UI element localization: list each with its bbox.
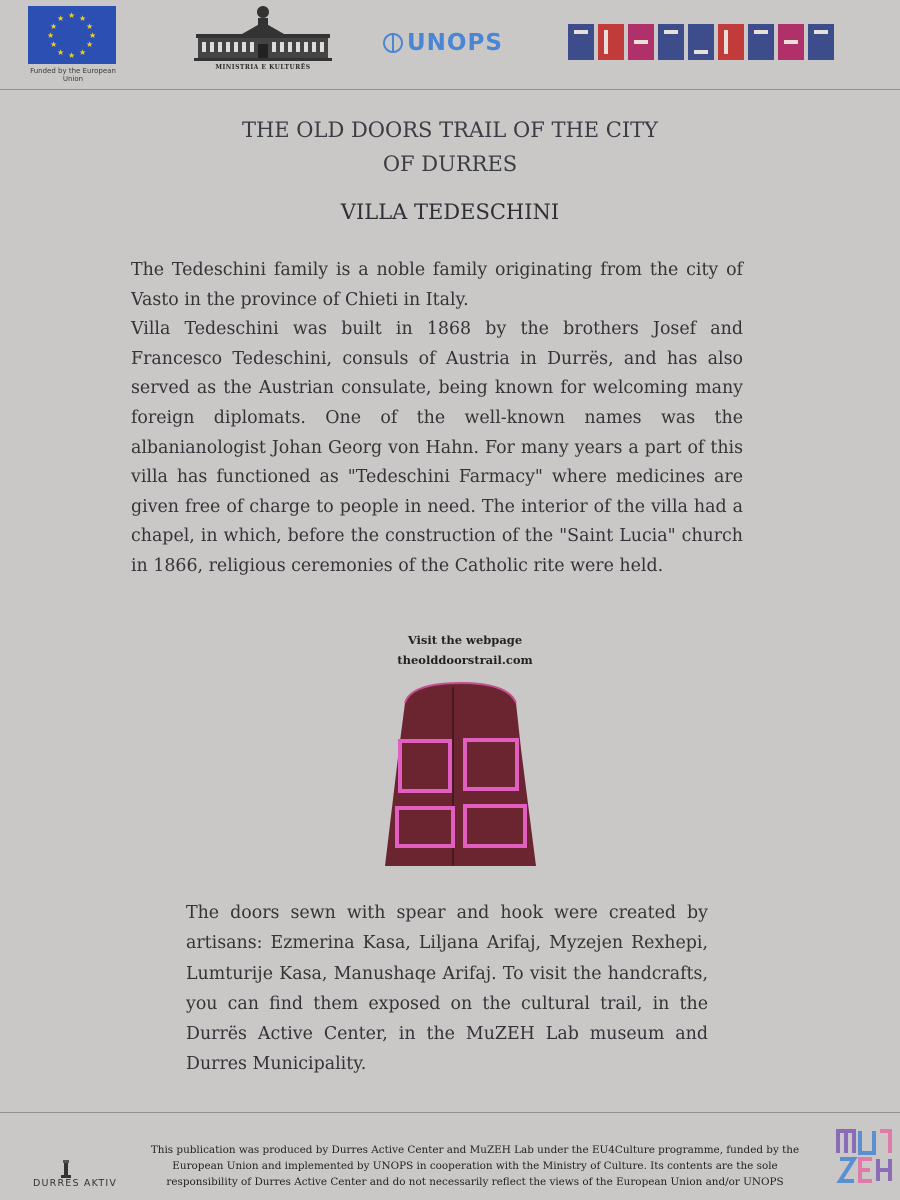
disclaimer-line-3: responsibility of Durres Active Center and do not necessarily reflect the views of the European Union and/or UNOPS	[166, 1176, 784, 1188]
un-globe-icon	[383, 33, 403, 53]
footer-divider	[0, 1112, 900, 1113]
logo-bar	[0, 0, 900, 92]
eu4culture-logo	[568, 20, 850, 66]
muzeh-wordmark	[836, 1125, 892, 1185]
disclaimer-line-1: This publication was produced by Durres Active Center and MuZEH Lab under the EU4Culture programme, funded by the	[150, 1144, 800, 1156]
ministry-building-icon	[192, 4, 334, 64]
page-title-line-1: THE OLD DOORS TRAIL OF THE CITY	[241, 118, 659, 142]
artisans-text: The doors sewn with spear and hook were created by artisans: Ezmerina Kasa, Liljana Arifaj, Myzejen Rexhepi, Lumturije Kasa, Manushaqe Arifaj. To visit the handcrafts, you can find them exposed on the cultural trail, in the Durrës Active Center, in the MuZEH Lab museum and Durres Municipality.	[186, 903, 708, 1075]
muzeh-logo	[836, 1125, 892, 1185]
disclaimer-line-2: European Union and implemented by UNOPS in cooperation with the Ministry of Culture. Its contents are the sole	[172, 1160, 778, 1172]
header-divider	[0, 89, 900, 90]
sewn-door-image	[383, 681, 538, 868]
unops-text: UNOPS	[407, 30, 503, 56]
durres-aktiv-logo	[33, 1160, 128, 1190]
eu-flag-icon: ★ ★ ★ ★ ★ ★ ★ ★ ★ ★ ★ ★	[28, 6, 116, 64]
lighthouse-icon	[57, 1160, 75, 1178]
webpage-info	[340, 630, 590, 670]
ministry-caption: MINISTRIA E KULTURËS	[215, 64, 311, 71]
history-text	[131, 256, 743, 582]
durres-aktiv-text: DURRES AKTIV	[33, 1178, 118, 1189]
visit-label: Visit the webpage	[407, 633, 523, 647]
unops-logo	[383, 30, 533, 60]
paragraph-villa: Villa Tedeschini was built in 1868 by the brothers Josef and Francesco Tedeschini, consuls of Austria in Durrës, and has also served as the Austrian consulate, being known for welcoming many foreign diplomats. One of the well-known names was the albanianologist Johan Georg von Hahn. For many years a part of this villa has functioned as "Tedeschini Farmacy" where medicines are given free of charge to people in need. The interior of the villa had a chapel, in which, before the construction of the "Saint Lucia" church in 1866, religious ceremonies of the Catholic rite were held.	[131, 319, 743, 576]
eu-logo	[28, 6, 118, 86]
eu4culture-wordmark	[568, 20, 850, 66]
page-subtitle: VILLA TEDESCHINI	[340, 200, 560, 224]
page-title-line-2: OF DURRES	[382, 152, 518, 176]
ministry-of-culture-logo	[192, 4, 334, 76]
eu-caption: Funded by the European Union	[30, 67, 116, 83]
funding-disclaimer	[130, 1142, 820, 1190]
visit-url[interactable]: theolddoorstrail.com	[397, 653, 533, 667]
paragraph-family: The Tedeschini family is a noble family originating from the city of Vasto in the province of Chieti in Italy.	[131, 260, 743, 310]
